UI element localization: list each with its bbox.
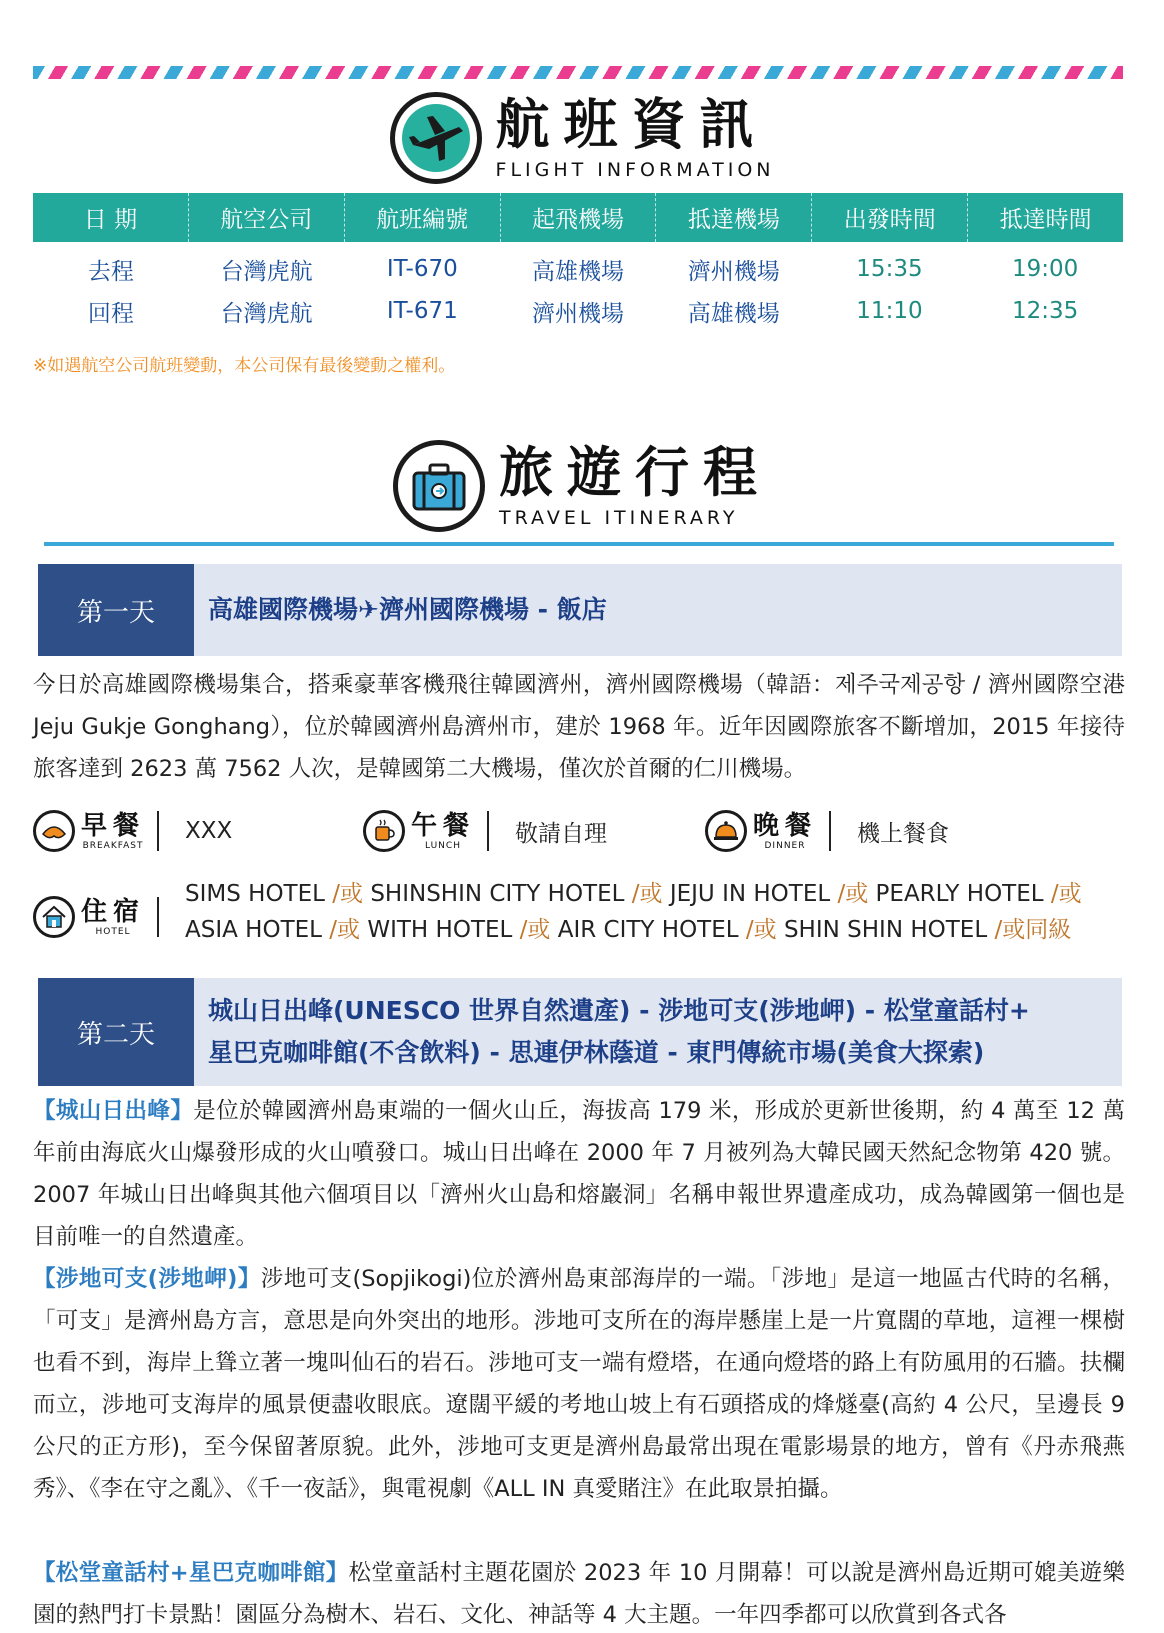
coffee-cup-icon	[363, 810, 405, 852]
divider	[157, 897, 159, 937]
day1-bar	[38, 564, 1122, 656]
day1-title: 高雄國際機場✈濟州國際機場 - 飯店	[208, 595, 607, 624]
hotel-name: WITH HOTEL	[367, 917, 513, 943]
section-divider	[44, 542, 1114, 546]
day2-title-line1: 城山日出峰(UNESCO 世界自然遺產) - 涉地可支(涉地岬) - 松堂童話村+	[208, 996, 1030, 1025]
airplane-icon	[390, 92, 482, 184]
section-text: 涉地可支(Sopjikogi)位於濟州島東部海岸的一端。「涉地」是這一地區古代時的名稱，「可支」是濟州島方言，意思是向外突出的地形。涉地可支所在的海岸懸崖上是一片寬闊的草地，這裡一棵樹也看不到，海岸上聳立著一塊叫仙石的岩石。涉地可支一端有燈塔，在通向燈塔的路上有防風用的石牆。扶欄而立，涉地可支海岸的風景便盡收眼底。遼闊平緩的考地山坡上有石頭搭成的烽燧臺(高約 4 公尺，呈邊長 9 公尺的正方形)，至今保留著原貌。此外，涉地可支更是濟州島最常出現在電影場景的地方，曾有《丹赤飛燕秀》、《李在守之亂》、《千一夜話》，與電視劇《ALL IN 真愛賭注》在此取景拍攝。	[33, 1266, 1125, 1502]
hotel-name: SHINSHIN CITY HOTEL	[370, 881, 625, 907]
day2-section-sopjikogi	[33, 1258, 1125, 1510]
flight-heading-zh: 航班資訊	[495, 93, 768, 156]
table-cell: 去程	[87, 258, 134, 285]
or-separator: /或	[631, 881, 663, 907]
travel-heading-en: TRAVEL ITINERARY	[499, 507, 739, 529]
divider	[487, 811, 489, 851]
divider	[829, 811, 831, 851]
col-arrival-airport: 抵達機場	[656, 193, 812, 242]
day1-hotel	[33, 876, 1125, 948]
table-cell: 台灣虎航	[220, 258, 313, 285]
table-cell: 濟州機場	[687, 258, 780, 285]
section-text: 松堂童話村主題花園於 2023 年 10 月開幕！可以說是濟州島近期可媲美遊樂園的熱門打卡景點！園區分為樹木、岩石、文化、神話等 4 大主題。一年四季都可以欣賞到各式各	[33, 1560, 1125, 1628]
table-cell: 15:35	[856, 256, 923, 282]
table-cell: IT-670	[386, 256, 458, 282]
col-airline: 航空公司	[189, 193, 345, 242]
dinner-label-en: DINNER	[764, 841, 806, 851]
table-cell: 濟州機場	[532, 300, 625, 327]
day2-title	[194, 978, 1122, 1086]
dinner-value: 機上餐食	[857, 820, 950, 847]
table-row-return	[33, 290, 1123, 332]
day1-meals	[33, 810, 1125, 858]
breakfast-item	[33, 810, 232, 852]
breakfast-value: XXX	[185, 818, 233, 844]
col-flight-no: 航班編號	[345, 193, 501, 242]
lunch-value: 敬請自理	[515, 820, 608, 847]
day2-tag: 第二天	[38, 978, 194, 1086]
col-departure-time: 出發時間	[812, 193, 968, 242]
section-label: 【城山日出峰】	[33, 1098, 194, 1124]
day2-bar	[38, 978, 1122, 1086]
dinner-item	[705, 810, 949, 852]
croissant-icon	[33, 810, 75, 852]
day2-section-seongsan	[33, 1090, 1125, 1258]
flight-table-header	[33, 193, 1123, 242]
or-separator: /或	[332, 881, 364, 907]
col-date: 日 期	[33, 193, 189, 242]
flight-heading-en: FLIGHT INFORMATION	[495, 159, 775, 181]
table-row-outbound	[33, 248, 1123, 290]
travel-heading-zh: 旅遊行程	[499, 441, 771, 504]
day1-tag: 第一天	[38, 564, 194, 656]
table-cell: 高雄機場	[532, 258, 625, 285]
section-text: 是位於韓國濟州島東端的一個火山丘，海拔高 179 米，形成於更新世後期，約 4 萬至 12 萬年前由海底火山爆發形成的火山噴發口。城山日出峰在 2000 年 7 月被列為大韓民國天然紀念物第 420 號。2007 年城山日出峰與其他六個項目以「濟州火山島和熔巖洞」名稱申報世界遺產成功，成為韓國第一個也是目前唯一的自然遺產。	[33, 1098, 1125, 1250]
lunch-label: 午餐	[411, 811, 476, 841]
table-cell: 台灣虎航	[220, 300, 313, 327]
breakfast-label: 早餐	[81, 811, 146, 841]
flight-info-heading	[0, 92, 1164, 184]
hotel-name: SHIN SHIN HOTEL	[783, 917, 988, 943]
lunch-item	[363, 810, 607, 852]
airmail-stripe-border	[33, 66, 1123, 79]
table-cell: 12:35	[1012, 298, 1079, 324]
hotel-list	[185, 876, 1082, 948]
cloche-icon	[705, 810, 747, 852]
day2-section-songdang	[33, 1552, 1125, 1633]
col-arrival-time: 抵達時間	[999, 207, 1092, 233]
table-cell: IT-671	[386, 298, 458, 324]
or-suffix: /或同級	[994, 917, 1072, 943]
divider	[157, 811, 159, 851]
travel-itinerary-heading	[0, 440, 1164, 532]
table-cell: 19:00	[1012, 256, 1079, 282]
dinner-label: 晚餐	[753, 811, 818, 841]
or-separator: /或	[837, 881, 869, 907]
hotel-name: ASIA HOTEL	[185, 917, 322, 943]
col-departure-airport: 起飛機場	[501, 193, 657, 242]
flight-change-note: ※如遇航空公司航班變動，本公司保有最後變動之權利。	[33, 356, 456, 376]
hotel-label-group	[33, 886, 159, 948]
house-icon	[33, 896, 75, 938]
hotel-label: 住宿	[81, 897, 146, 927]
hotel-label-en: HOTEL	[95, 927, 131, 937]
hotel-name: PEARLY HOTEL	[875, 881, 1044, 907]
or-separator: /或	[745, 917, 777, 943]
table-cell: 回程	[87, 300, 134, 327]
or-separator: /或	[1050, 881, 1082, 907]
suitcase-icon	[393, 440, 485, 532]
breakfast-label-en: BREAKFAST	[82, 841, 144, 851]
or-separator: /或	[329, 917, 361, 943]
day1-description: 今日於高雄國際機場集合，搭乘豪華客機飛往韓國濟州，濟州國際機場（韓語：제주국제공항 / 濟州國際空港 Jeju Gukje Gonghang），位於韓國濟州島濟州市，建於 1968 年。近年因國際旅客不斷增加，2015 年接待旅客達到 2623 萬 7562 人次，是韓國第二大機場，僅次於首爾的仁川機場。	[33, 672, 1125, 782]
flight-table	[33, 193, 1123, 332]
lunch-label-en: LUNCH	[425, 841, 461, 851]
table-cell: 11:10	[856, 298, 923, 324]
section-label: 【松堂童話村+星巴克咖啡館】	[33, 1560, 349, 1586]
section-label: 【涉地可支(涉地岬)】	[33, 1266, 261, 1292]
or-separator: /或	[519, 917, 551, 943]
hotel-name: AIR CITY HOTEL	[557, 917, 739, 943]
table-cell: 高雄機場	[687, 300, 780, 327]
day2-title-line2: 星巴克咖啡館(不含飲料) - 思連伊林蔭道 - 東門傳統市場(美食大探索)	[208, 1038, 985, 1067]
hotel-name: JEJU IN HOTEL	[669, 881, 831, 907]
hotel-name: SIMS HOTEL	[185, 881, 325, 907]
